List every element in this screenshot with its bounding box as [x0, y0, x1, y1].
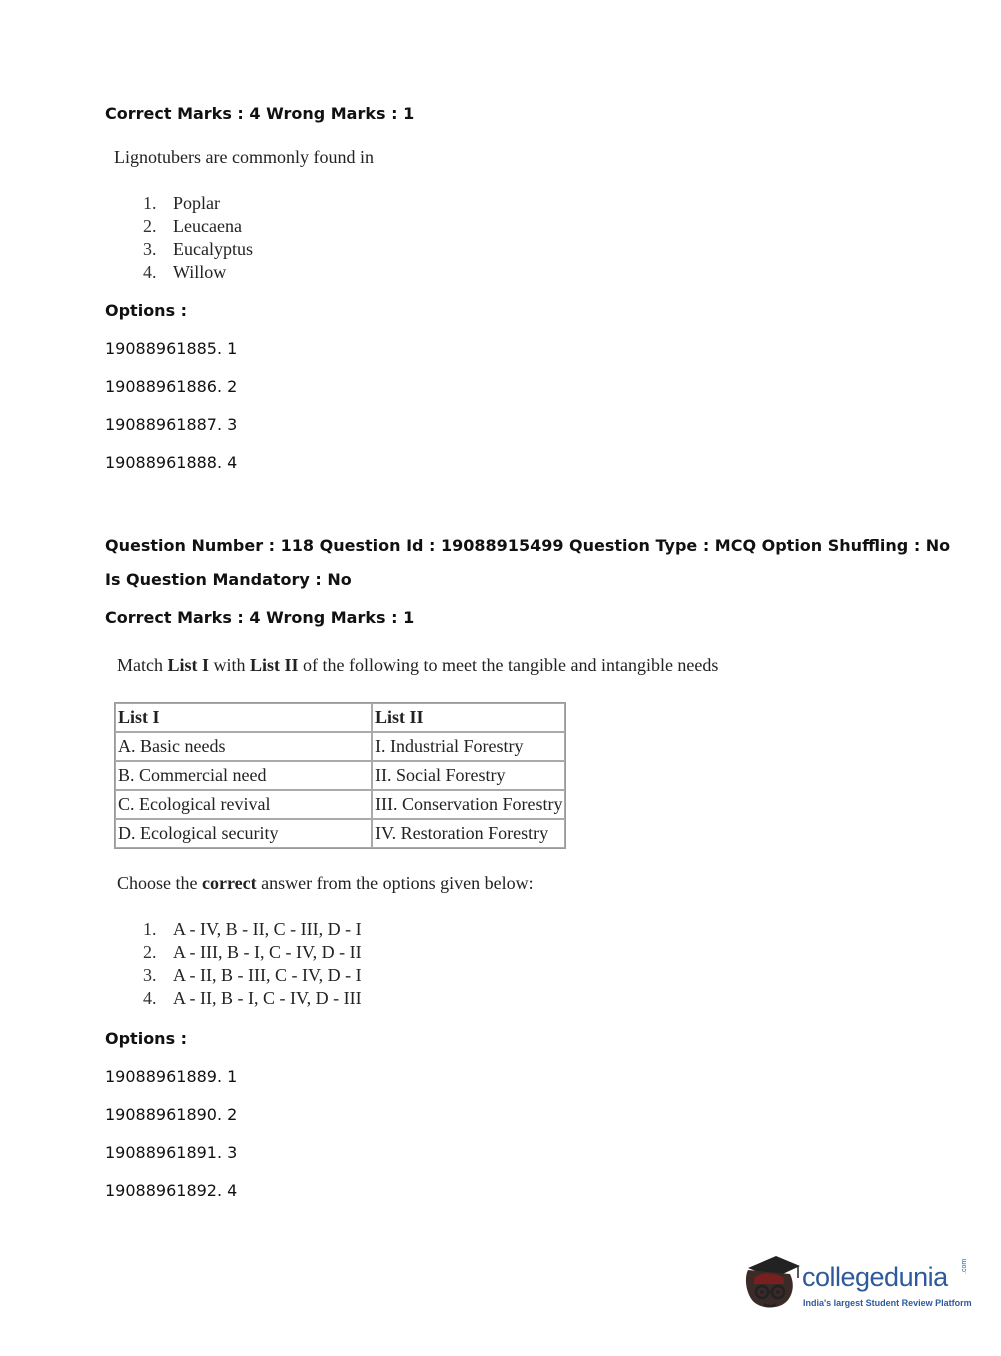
q118-option-3: 19088961891. 3: [105, 1143, 238, 1162]
table-header-cell: List II: [372, 703, 565, 732]
q118-option-4: 19088961892. 4: [105, 1181, 238, 1200]
table-cell: B. Commercial need: [115, 761, 372, 790]
table-cell: II. Social Forestry: [372, 761, 565, 790]
list-item: 2. A - III, B - I, C - IV, D - II: [143, 942, 362, 962]
list-item: 1. Poplar: [143, 193, 220, 213]
q117-option-1: 19088961885. 1: [105, 339, 238, 358]
list-item: 4. Willow: [143, 262, 227, 282]
q117-choice-list: [143, 192, 253, 284]
q117-option-2: 19088961886. 2: [105, 377, 238, 396]
q118-choose-instruction: Choose the correct answer from the options given below:: [117, 873, 534, 893]
table-row: [115, 761, 565, 790]
list-item: 2. Leucaena: [143, 216, 242, 236]
list-item: 3. Eucalyptus: [143, 239, 253, 259]
list-item: 4. A - II, B - I, C - IV, D - III: [143, 988, 362, 1008]
q117-option-3: 19088961887. 3: [105, 415, 238, 434]
q118-options-label: Options :: [105, 1029, 188, 1048]
q118-option-1: 19088961889. 1: [105, 1067, 238, 1086]
logo-wordmark: collegedunia: [802, 1262, 948, 1292]
table-header-row: [115, 703, 565, 732]
q118-option-2: 19088961890. 2: [105, 1105, 238, 1124]
q118-choice-list: [143, 918, 362, 1010]
mascot-icon: [740, 1248, 802, 1316]
logo-tagline: India's largest Student Review Platform: [803, 1298, 972, 1308]
q117-marks: Correct Marks : 4 Wrong Marks : 1: [105, 104, 415, 123]
q117-options-label: Options :: [105, 301, 188, 320]
table-cell: I. Industrial Forestry: [372, 732, 565, 761]
list-item: 3. A - II, B - III, C - IV, D - I: [143, 965, 362, 985]
table-cell: A. Basic needs: [115, 732, 372, 761]
match-table: [114, 702, 566, 849]
table-row: [115, 819, 565, 848]
table-cell: D. Ecological security: [115, 819, 372, 848]
table-cell: IV. Restoration Forestry: [372, 819, 565, 848]
logo-suffix: .com: [961, 1258, 968, 1274]
table-cell: C. Ecological revival: [115, 790, 372, 819]
table-row: [115, 790, 565, 819]
table-cell: III. Conservation Forestry: [372, 790, 565, 819]
table-row: [115, 732, 565, 761]
list-item: 1. A - IV, B - II, C - III, D - I: [143, 919, 362, 939]
collegedunia-logo: [740, 1248, 972, 1318]
table-header-cell: List I: [115, 703, 372, 732]
q118-stem: Match List I with List II of the following to meet the tangible and intangible needs: [117, 655, 719, 675]
q118-header-line1: Question Number : 118 Question Id : 19088915499 Question Type : MCQ Option Shuffling : No: [105, 536, 951, 555]
q117-stem: Lignotubers are commonly found in: [114, 147, 374, 167]
q118-marks: Correct Marks : 4 Wrong Marks : 1: [105, 608, 415, 627]
q117-option-4: 19088961888. 4: [105, 453, 238, 472]
q118-header-line2: Is Question Mandatory : No: [105, 570, 352, 589]
